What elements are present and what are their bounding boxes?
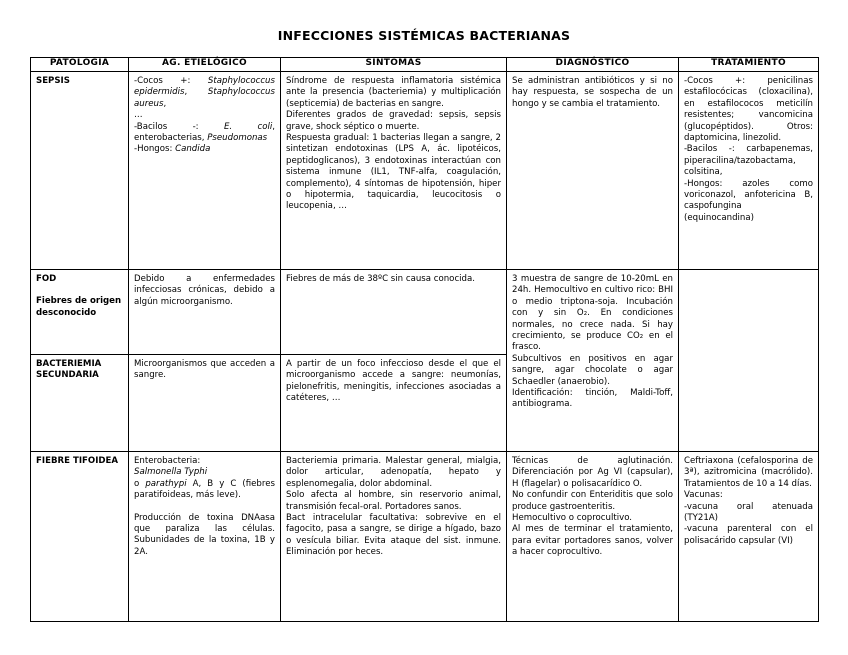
treatment-tifoidea (679, 452, 819, 622)
symptom-text: Síndrome de respuesta inflamatoria sistémica ante la presencia (bacteriemia) y multiplicación (septicemia) de bacterias en sangre. (286, 76, 501, 109)
symptom-text: Bact intracelular facultativa: sobrevive en el fagocito, pasa a sangre, se dirige a hígado, bazo o vesícula biliar. Evita ataque del sist. inmune. Eliminación por heces. (286, 513, 501, 558)
diagnosis-text: 3 muestra de sangre de 10-20mL en 24h. Hemocultivo en cultivo rico: BHI o medio triptona-soja. Incubación con y sin O₂. En condiciones normales, no crece nada. Si hay crecimiento, se produce CO₂ en el frasco. (512, 274, 673, 353)
agent-bacteriemia (129, 355, 281, 452)
pathology-tifoidea (31, 452, 129, 622)
pathology-name: BACTERIEMIA SECUNDARIA (36, 359, 102, 381)
diagnosis-shared (507, 270, 679, 452)
pathology-fod (31, 270, 129, 355)
treatment-text: Vacunas: (684, 490, 723, 501)
pathology-full-name: Fiebres de origen desconocido (36, 296, 122, 318)
agent-text: Debido a enfermedades infecciosas crónicas, debido a algún microorganismo. (134, 274, 275, 307)
agent-text: Microorganismos que acceden a sangre. (134, 359, 275, 381)
diagnosis-text: Subcultivos en positivos en agar sangre, agar chocolate o agar Schaedler (anaerobio). (512, 353, 673, 387)
symptom-text: Solo afecta al hombre, sin reservorio animal, transmisión fecal-oral. Portadores sanos. (286, 490, 501, 512)
agent-cocos: -Cocos +: Staphylococcus epidermidis, Staphylococcus aureus, (134, 76, 275, 109)
treatment-sepsis (679, 72, 819, 270)
symptoms-sepsis (281, 72, 507, 270)
symptom-text: Fiebres de más de 38ºC sin causa conocida. (286, 274, 476, 284)
agent-bacilos: -Bacilos -: E. coli, enterobacterias, Pseudomonas (134, 121, 276, 144)
agent-sepsis (129, 72, 281, 270)
diagnosis-text: Identificación: tinción, Maldi-Toff, antibiograma. (512, 388, 673, 410)
header-sintomas: SINTOMAS (281, 58, 507, 72)
symptom-text: Respuesta gradual: 1 bacterias llegan a sangre, 2 sintetizan endotoxinas (LPS A, ác. lipotéicos, peptidoglicanos), 3 endotoxinas interactúan con sistema inmune (IL1, TNF-alfa, coagulación, complemento), 4 síntomas de hipotensión, hiper o hipotermia, taquicardia, leucocitosis o leucopenia, … (286, 133, 501, 212)
header-agente: AG. ETIELÓGICO (129, 58, 281, 72)
symptoms-bacteriemia (281, 355, 507, 452)
agent-toxin: Producción de toxina DNAasa que paraliza las células. Subunidades de la toxina, 1B y 2A. (134, 512, 275, 557)
row-tifoidea (31, 452, 819, 622)
agent-fod (129, 270, 281, 355)
treatment-text: -Bacilos -: carbapenemas, piperacilina/tazobactama, colsitina, (684, 144, 813, 178)
row-fod (31, 270, 819, 355)
agent-organism: Salmonella Typhi (134, 467, 208, 478)
symptom-text: Diferentes grados de gravedad: sepsis, sepsis grave, shock séptico o muerte. (286, 110, 501, 132)
document-title: INFECCIONES SISTÉMICAS BACTERIANAS (277, 28, 571, 43)
diagnosis-text: Al mes de terminar el tratamiento, para evitar portadores sanos, volver a hacer coprocultivo. (512, 524, 673, 558)
pathology-sepsis (31, 72, 129, 270)
agent-ellipsis: … (134, 110, 143, 121)
header-diagnostico: DIAGNÓSTICO (507, 58, 679, 72)
agent-paratyphi: o parathypi A, B y C (fiebres paratifoideas, más leve). (134, 478, 275, 501)
diagnosis-tifoidea (507, 452, 679, 622)
treatment-text: -Hongos: azoles como voriconazol, anfotericina B, caspofungina (equinocandina) (684, 178, 813, 223)
symptom-text: Bacteriemia primaria. Malestar general, mialgia, dolor articular, adenopatía, hepato y esplenomegalia, dolor abdominal. (286, 456, 501, 489)
treatment-empty (679, 270, 819, 452)
symptoms-fod (281, 270, 507, 355)
treatment-text: -vacuna parenteral con el polisacárido capsular (VI) (684, 524, 813, 546)
treatment-text: Ceftriaxona (cefalosporina de 3ª), azitromicina (macrólido). Tratamientos de 10 a 14 días. (684, 456, 813, 489)
header-tratamiento: TRATAMIENTO (679, 58, 819, 72)
diagnosis-text: Técnicas de aglutinación. Diferenciación por Ag VI (capsular), H (flagelar) o polisacarídico O. (512, 456, 673, 489)
header-patologia: PATOLOGIA (31, 58, 129, 72)
treatment-text: -Cocos +: penicilinas estafilocócicas (cloxacilina), en estafilococos meticilín resistentes; vancomicina (glucopéptidos). Otros: daptomicina, linezolid. (684, 76, 813, 144)
diagnosis-text: Se administran antibióticos y si no hay respuesta, se sospecha de un hongo y se cambia el tratamiento. (512, 76, 673, 109)
infections-table (30, 57, 819, 622)
agent-text: Enterobacteria: (134, 456, 201, 466)
diagnosis-text: Hemocultivo o coprocultivo. (512, 513, 633, 524)
header-row (31, 58, 819, 72)
pathology-name: FOD (36, 274, 57, 284)
pathology-bacteriemia (31, 355, 129, 452)
pathology-name: FIEBRE TIFOIDEA (36, 456, 119, 466)
diagnosis-sepsis (507, 72, 679, 270)
agent-tifoidea (129, 452, 281, 622)
agent-hongos: -Hongos: Candida (134, 144, 211, 155)
diagnosis-text: No confundir con Enteriditis que solo produce gastroenteritis. (512, 490, 673, 512)
symptom-text: A partir de un foco infeccioso desde el que el microorganismo accede a sangre: neumonías, pielonefritis, meningitis, infecciones asociadas a catéteres, … (286, 359, 501, 404)
symptoms-tifoidea (281, 452, 507, 622)
treatment-text: -vacuna oral atenuada (TY21A) (684, 501, 813, 524)
row-sepsis (31, 72, 819, 270)
pathology-name: SEPSIS (36, 76, 70, 86)
